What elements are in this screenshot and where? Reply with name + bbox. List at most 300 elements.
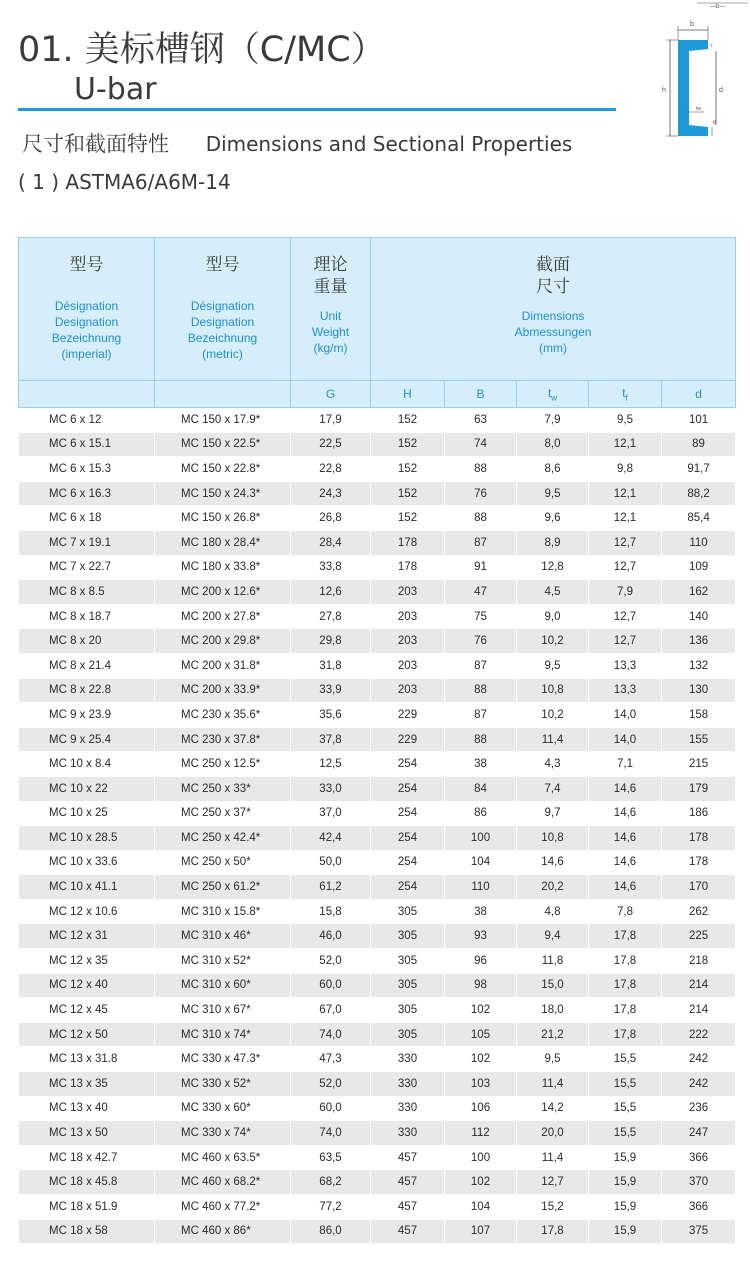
cell-designation-imperial: MC 12 x 50 (19, 1022, 155, 1047)
cell-designation-imperial: MC 12 x 40 (19, 973, 155, 998)
subheader-g: G (291, 381, 371, 408)
cell-b: 91 (445, 555, 517, 580)
cell-unit-weight: 74,0 (291, 1121, 371, 1146)
table-row (19, 899, 736, 924)
cell-h: 330 (371, 1096, 445, 1121)
cell-d: 262 (662, 899, 736, 924)
cell-designation-metric: MC 150 x 22.5* (155, 432, 291, 457)
cell-tw: 8,9 (517, 530, 589, 555)
cell-h: 178 (371, 555, 445, 580)
cell-designation-imperial: MC 9 x 23.9 (19, 703, 155, 728)
cell-d: 130 (662, 678, 736, 703)
cell-d: 170 (662, 875, 736, 900)
cell-d: 178 (662, 826, 736, 851)
subheader-tf: $t_f$ (589, 381, 662, 408)
cell-h: 203 (371, 604, 445, 629)
cell-designation-metric: MC 310 x 74* (155, 1022, 291, 1047)
cell-tf: 17,8 (589, 949, 662, 974)
cell-tf: 15,5 (589, 1096, 662, 1121)
cell-tw: 11,4 (517, 727, 589, 752)
cell-designation-imperial: MC 9 x 25.4 (19, 727, 155, 752)
cell-b: 88 (445, 457, 517, 482)
cell-h: 457 (371, 1195, 445, 1220)
table-row (19, 1170, 736, 1195)
cell-b: 38 (445, 899, 517, 924)
cell-tw: 11,4 (517, 1145, 589, 1170)
cell-designation-metric: MC 200 x 12.6* (155, 580, 291, 605)
cell-b: 102 (445, 1170, 517, 1195)
cell-designation-imperial: MC 10 x 8.4 (19, 752, 155, 777)
cell-b: 88 (445, 727, 517, 752)
cell-d: 158 (662, 703, 736, 728)
table-row (19, 432, 736, 457)
cell-b: 98 (445, 973, 517, 998)
table-header-row (19, 238, 736, 381)
label-r: r (711, 43, 713, 49)
table-row (19, 1121, 736, 1146)
cell-designation-imperial: MC 8 x 20 (19, 629, 155, 654)
cell-designation-imperial: MC 7 x 19.1 (19, 530, 155, 555)
cell-unit-weight: 28,4 (291, 530, 371, 555)
cell-h: 152 (371, 432, 445, 457)
cell-h: 305 (371, 949, 445, 974)
table-row (19, 506, 736, 531)
cell-d: 140 (662, 604, 736, 629)
table-row (19, 973, 736, 998)
page-subtitle-english: U-bar (74, 72, 157, 107)
table-row (19, 678, 736, 703)
header-designation-metric: 型号 Désignation Designation Bezeichnung (metric) (155, 238, 291, 381)
cell-designation-metric: MC 310 x 15.8* (155, 899, 291, 924)
cell-tf: 9,5 (589, 408, 662, 433)
cell-unit-weight: 68,2 (291, 1170, 371, 1195)
cell-designation-imperial: MC 10 x 41.1 (19, 875, 155, 900)
cell-h: 203 (371, 629, 445, 654)
cell-d: 370 (662, 1170, 736, 1195)
table-row (19, 408, 736, 433)
cell-h: 254 (371, 875, 445, 900)
cell-unit-weight: 15,8 (291, 899, 371, 924)
table-row (19, 924, 736, 949)
cell-h: 254 (371, 826, 445, 851)
cell-designation-metric: MC 330 x 60* (155, 1096, 291, 1121)
cell-designation-imperial: MC 8 x 21.4 (19, 653, 155, 678)
cell-designation-metric: MC 200 x 33.9* (155, 678, 291, 703)
cell-designation-imperial: MC 18 x 42.7 (19, 1145, 155, 1170)
cell-b: 102 (445, 1047, 517, 1072)
cell-designation-imperial: MC 10 x 22 (19, 776, 155, 801)
table-row (19, 1047, 736, 1072)
cell-tw: 15,2 (517, 1195, 589, 1220)
cell-h: 178 (371, 530, 445, 555)
cell-designation-imperial: MC 18 x 51.9 (19, 1195, 155, 1220)
cell-d: 218 (662, 949, 736, 974)
cell-h: 254 (371, 776, 445, 801)
cell-tf: 17,8 (589, 998, 662, 1023)
cell-tw: 10,8 (517, 678, 589, 703)
cell-designation-imperial: MC 10 x 33.6 (19, 850, 155, 875)
cell-unit-weight: 86,0 (291, 1219, 371, 1244)
table-row (19, 801, 736, 826)
cell-tf: 12,7 (589, 530, 662, 555)
cell-designation-imperial: MC 13 x 31.8 (19, 1047, 155, 1072)
cell-tw: 20,0 (517, 1121, 589, 1146)
cell-h: 305 (371, 1022, 445, 1047)
cell-designation-imperial: MC 10 x 28.5 (19, 826, 155, 851)
cell-h: 152 (371, 457, 445, 482)
cell-unit-weight: 35,6 (291, 703, 371, 728)
cell-b: 104 (445, 850, 517, 875)
cell-designation-metric: MC 250 x 50* (155, 850, 291, 875)
cell-h: 203 (371, 678, 445, 703)
cell-h: 457 (371, 1219, 445, 1244)
subheader-blank-metric (155, 381, 291, 408)
cell-designation-metric: MC 250 x 33* (155, 776, 291, 801)
label-b: b (690, 21, 694, 28)
cell-b: 38 (445, 752, 517, 777)
cell-unit-weight: 61,2 (291, 875, 371, 900)
cell-d: 242 (662, 1047, 736, 1072)
cell-tf: 12,7 (589, 555, 662, 580)
cell-tw: 9,5 (517, 481, 589, 506)
cell-b: 88 (445, 506, 517, 531)
subheader-b: B (445, 381, 517, 408)
cell-d: 222 (662, 1022, 736, 1047)
cell-h: 305 (371, 924, 445, 949)
cell-unit-weight: 46,0 (291, 924, 371, 949)
cell-b: 74 (445, 432, 517, 457)
cell-designation-imperial: MC 18 x 45.8 (19, 1170, 155, 1195)
cell-b: 87 (445, 530, 517, 555)
cell-designation-metric: MC 310 x 52* (155, 949, 291, 974)
cell-h: 203 (371, 580, 445, 605)
cell-unit-weight: 22,5 (291, 432, 371, 457)
cell-tw: 11,4 (517, 1072, 589, 1097)
u-channel-profile-diagram (652, 0, 750, 160)
cell-tf: 12,1 (589, 481, 662, 506)
cell-designation-metric: MC 250 x 37* (155, 801, 291, 826)
table-row (19, 653, 736, 678)
cell-d: 109 (662, 555, 736, 580)
cell-tf: 14,6 (589, 875, 662, 900)
cell-d: 178 (662, 850, 736, 875)
cell-designation-metric: MC 150 x 17.9* (155, 408, 291, 433)
cell-d: 136 (662, 629, 736, 654)
cell-tw: 12,7 (517, 1170, 589, 1195)
cell-tw: 8,6 (517, 457, 589, 482)
cell-tw: 9,4 (517, 924, 589, 949)
cell-designation-imperial: MC 8 x 22.8 (19, 678, 155, 703)
table-row (19, 1022, 736, 1047)
table-row (19, 580, 736, 605)
cell-b: 103 (445, 1072, 517, 1097)
cell-tw: 9,7 (517, 801, 589, 826)
cell-d: 101 (662, 408, 736, 433)
label-d: d (719, 87, 723, 94)
cell-h: 254 (371, 850, 445, 875)
cell-b: 87 (445, 653, 517, 678)
cell-unit-weight: 33,9 (291, 678, 371, 703)
table-subheader-row (19, 381, 736, 408)
cell-tw: 20,2 (517, 875, 589, 900)
cell-tw: 10,2 (517, 703, 589, 728)
cell-tw: 9,5 (517, 653, 589, 678)
cell-h: 330 (371, 1047, 445, 1072)
cell-tw: 9,0 (517, 604, 589, 629)
header-dimensions: 截面 尺寸 Dimensions Abmessungen (mm) (371, 238, 736, 381)
cell-d: 214 (662, 973, 736, 998)
cell-tw: 10,2 (517, 629, 589, 654)
cell-designation-metric: MC 200 x 27.8* (155, 604, 291, 629)
cell-designation-metric: MC 180 x 28.4* (155, 530, 291, 555)
cell-tw: 9,5 (517, 1047, 589, 1072)
cell-unit-weight: 47,3 (291, 1047, 371, 1072)
subheader-blank-imperial (19, 381, 155, 408)
cell-d: 366 (662, 1195, 736, 1220)
cell-d: 366 (662, 1145, 736, 1170)
cell-tw: 9,6 (517, 506, 589, 531)
table-row (19, 1145, 736, 1170)
cell-unit-weight: 67,0 (291, 998, 371, 1023)
cell-b: 93 (445, 924, 517, 949)
cell-unit-weight: 50,0 (291, 850, 371, 875)
table-row (19, 850, 736, 875)
cell-tf: 15,9 (589, 1145, 662, 1170)
cell-unit-weight: 27,8 (291, 604, 371, 629)
table-row (19, 1219, 736, 1244)
cell-tf: 15,5 (589, 1121, 662, 1146)
table-row (19, 457, 736, 482)
cell-tf: 13,3 (589, 653, 662, 678)
cell-b: 96 (445, 949, 517, 974)
cell-tw: 21,2 (517, 1022, 589, 1047)
cell-b: 88 (445, 678, 517, 703)
label-tw: tw (696, 106, 701, 112)
cell-designation-imperial: MC 6 x 16.3 (19, 481, 155, 506)
cell-tf: 7,1 (589, 752, 662, 777)
cell-designation-imperial: MC 18 x 58 (19, 1219, 155, 1244)
cell-unit-weight: 74,0 (291, 1022, 371, 1047)
cell-designation-metric: MC 330 x 52* (155, 1072, 291, 1097)
table-row (19, 703, 736, 728)
cell-designation-metric: MC 230 x 35.6* (155, 703, 291, 728)
cell-designation-imperial: MC 13 x 35 (19, 1072, 155, 1097)
cell-tf: 14,0 (589, 727, 662, 752)
cell-b: 106 (445, 1096, 517, 1121)
cell-tf: 17,8 (589, 973, 662, 998)
cell-d: 89 (662, 432, 736, 457)
cell-unit-weight: 42,4 (291, 826, 371, 851)
cell-designation-metric: MC 310 x 60* (155, 973, 291, 998)
cell-tf: 17,8 (589, 924, 662, 949)
cell-b: 75 (445, 604, 517, 629)
cell-b: 84 (445, 776, 517, 801)
section-heading (22, 128, 572, 158)
cell-designation-metric: MC 150 x 22.8* (155, 457, 291, 482)
cell-d: 186 (662, 801, 736, 826)
cell-tf: 14,6 (589, 826, 662, 851)
table-row (19, 1072, 736, 1097)
cell-designation-metric: MC 310 x 46* (155, 924, 291, 949)
cell-designation-imperial: MC 6 x 15.3 (19, 457, 155, 482)
cell-b: 102 (445, 998, 517, 1023)
cell-tf: 14,6 (589, 776, 662, 801)
cell-h: 152 (371, 481, 445, 506)
cell-unit-weight: 60,0 (291, 973, 371, 998)
cell-d: 88,2 (662, 481, 736, 506)
cell-b: 104 (445, 1195, 517, 1220)
cell-h: 305 (371, 973, 445, 998)
cell-tw: 11,8 (517, 949, 589, 974)
cell-tf: 12,1 (589, 432, 662, 457)
cell-b: 105 (445, 1022, 517, 1047)
table-row (19, 530, 736, 555)
cell-d: 110 (662, 530, 736, 555)
cell-unit-weight: 77,2 (291, 1195, 371, 1220)
cell-d: 132 (662, 653, 736, 678)
cell-unit-weight: 17,9 (291, 408, 371, 433)
cell-d: 247 (662, 1121, 736, 1146)
cell-designation-imperial: MC 7 x 22.7 (19, 555, 155, 580)
cell-tw: 14,2 (517, 1096, 589, 1121)
cell-d: 242 (662, 1072, 736, 1097)
cell-unit-weight: 33,0 (291, 776, 371, 801)
cell-h: 330 (371, 1072, 445, 1097)
cell-unit-weight: 52,0 (291, 1072, 371, 1097)
cell-tw: 18,0 (517, 998, 589, 1023)
cell-b: 87 (445, 703, 517, 728)
cell-b: 47 (445, 580, 517, 605)
cell-designation-imperial: MC 6 x 18 (19, 506, 155, 531)
cell-h: 305 (371, 998, 445, 1023)
table-row (19, 555, 736, 580)
cell-unit-weight: 12,6 (291, 580, 371, 605)
cell-designation-imperial: MC 13 x 50 (19, 1121, 155, 1146)
cell-tf: 15,9 (589, 1170, 662, 1195)
cell-d: 214 (662, 998, 736, 1023)
cell-designation-metric: MC 460 x 77.2* (155, 1195, 291, 1220)
title-divider (18, 108, 616, 111)
cell-designation-metric: MC 250 x 61.2* (155, 875, 291, 900)
cell-unit-weight: 52,0 (291, 949, 371, 974)
table-row (19, 604, 736, 629)
cell-h: 229 (371, 727, 445, 752)
cell-unit-weight: 37,0 (291, 801, 371, 826)
cell-d: 162 (662, 580, 736, 605)
cell-tw: 7,4 (517, 776, 589, 801)
cell-unit-weight: 22,8 (291, 457, 371, 482)
cell-b: 100 (445, 826, 517, 851)
cell-tf: 15,9 (589, 1195, 662, 1220)
channel-section-shape (678, 40, 708, 136)
cell-designation-metric: MC 460 x 63.5* (155, 1145, 291, 1170)
header-designation-imperial: 型号 Désignation Designation Bezeichnung (imperial) (19, 238, 155, 381)
cell-b: 76 (445, 629, 517, 654)
cell-tf: 12,7 (589, 604, 662, 629)
cell-designation-metric: MC 330 x 47.3* (155, 1047, 291, 1072)
cell-tf: 9,8 (589, 457, 662, 482)
cell-b: 112 (445, 1121, 517, 1146)
table-row (19, 481, 736, 506)
cell-d: 215 (662, 752, 736, 777)
standard-label: ( 1 ) ASTMA6/A6M-14 (18, 170, 231, 194)
cell-unit-weight: 24,3 (291, 481, 371, 506)
svg-text:—b—: —b— (710, 4, 726, 10)
table-row (19, 727, 736, 752)
cell-b: 100 (445, 1145, 517, 1170)
cell-d: 225 (662, 924, 736, 949)
cell-h: 330 (371, 1121, 445, 1146)
table-row (19, 875, 736, 900)
cell-designation-metric: MC 250 x 42.4* (155, 826, 291, 851)
cell-designation-imperial: MC 12 x 35 (19, 949, 155, 974)
cell-unit-weight: 31,8 (291, 653, 371, 678)
cell-h: 305 (371, 899, 445, 924)
cell-tf: 14,0 (589, 703, 662, 728)
section-heading-en: Dimensions and Sectional Properties (205, 132, 573, 156)
cell-unit-weight: 60,0 (291, 1096, 371, 1121)
cell-tw: 4,8 (517, 899, 589, 924)
cell-designation-imperial: MC 12 x 10.6 (19, 899, 155, 924)
cell-d: 236 (662, 1096, 736, 1121)
cell-tw: 12,8 (517, 555, 589, 580)
cell-designation-imperial: MC 6 x 15.1 (19, 432, 155, 457)
cell-d: 375 (662, 1219, 736, 1244)
dimensions-table (18, 237, 736, 1244)
cell-tf: 15,5 (589, 1047, 662, 1072)
cell-b: 110 (445, 875, 517, 900)
cell-designation-imperial: MC 12 x 45 (19, 998, 155, 1023)
cell-d: 155 (662, 727, 736, 752)
cell-designation-metric: MC 200 x 29.8* (155, 629, 291, 654)
cell-tw: 7,9 (517, 408, 589, 433)
cell-d: 85,4 (662, 506, 736, 531)
table-row (19, 752, 736, 777)
cell-designation-imperial: MC 13 x 40 (19, 1096, 155, 1121)
cell-tw: 4,3 (517, 752, 589, 777)
cell-tf: 17,8 (589, 1022, 662, 1047)
cell-designation-metric: MC 180 x 33.8* (155, 555, 291, 580)
cell-tf: 7,9 (589, 580, 662, 605)
cell-unit-weight: 37,8 (291, 727, 371, 752)
cell-unit-weight: 12,5 (291, 752, 371, 777)
cell-designation-imperial: MC 10 x 25 (19, 801, 155, 826)
cell-designation-imperial: MC 6 x 12 (19, 408, 155, 433)
table-row (19, 629, 736, 654)
cell-unit-weight: 29,8 (291, 629, 371, 654)
cell-tf: 12,1 (589, 506, 662, 531)
cell-designation-metric: MC 150 x 26.8* (155, 506, 291, 531)
cell-designation-imperial: MC 8 x 8.5 (19, 580, 155, 605)
cell-h: 254 (371, 752, 445, 777)
cell-b: 63 (445, 408, 517, 433)
cell-tw: 14,6 (517, 850, 589, 875)
cell-tf: 14,6 (589, 850, 662, 875)
table-row (19, 998, 736, 1023)
table-row (19, 949, 736, 974)
label-h: h (662, 87, 666, 94)
cell-h: 457 (371, 1170, 445, 1195)
cell-tf: 15,5 (589, 1072, 662, 1097)
cell-unit-weight: 26,8 (291, 506, 371, 531)
cell-designation-metric: MC 460 x 86* (155, 1219, 291, 1244)
cell-tw: 10,8 (517, 826, 589, 851)
cell-tw: 8,0 (517, 432, 589, 457)
subheader-tw: $t_w$ (517, 381, 589, 408)
cell-d: 179 (662, 776, 736, 801)
cell-designation-metric: MC 460 x 68.2* (155, 1170, 291, 1195)
cell-designation-metric: MC 310 x 67* (155, 998, 291, 1023)
